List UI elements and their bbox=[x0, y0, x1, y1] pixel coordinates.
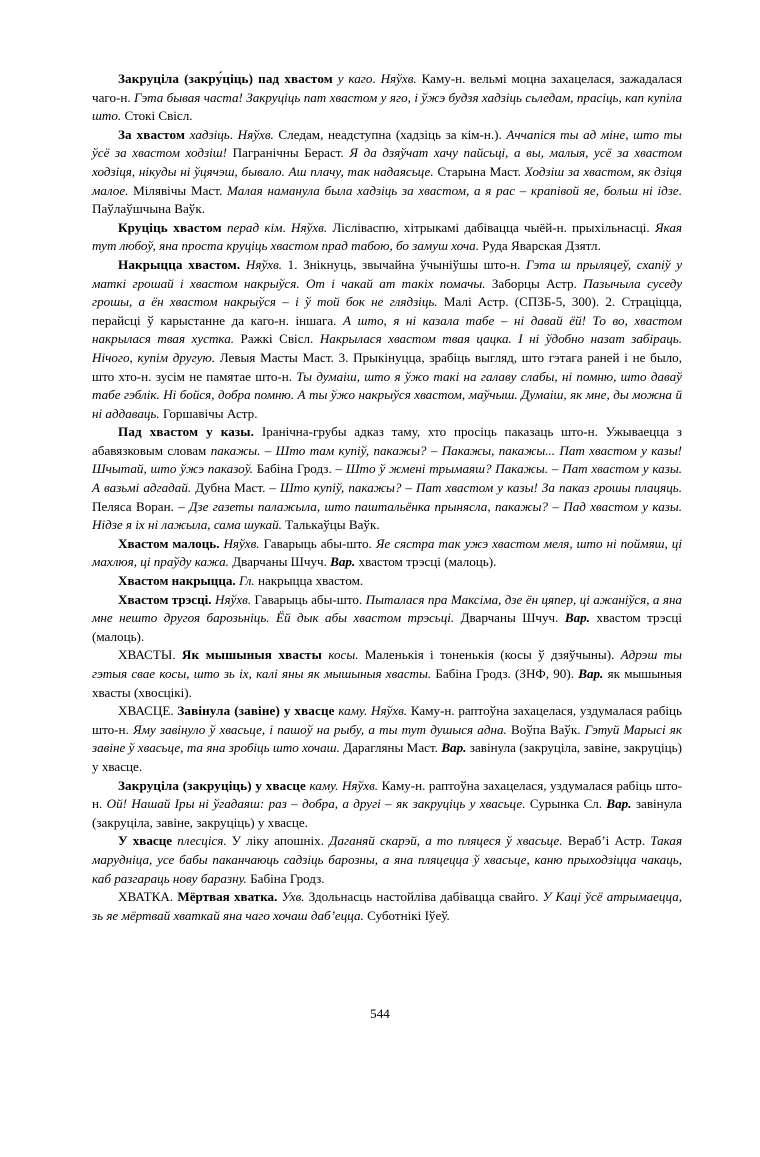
usage-label: Ухв. bbox=[281, 889, 305, 905]
headword: Хвастом накрыцца. bbox=[118, 573, 236, 589]
source: Талькаўцы Ваўк. bbox=[285, 517, 380, 533]
example: Яму завінуло ў хвасьце, і пашоў на рыбу, а ты тут душыся адна. bbox=[133, 721, 507, 737]
crossref-label: Гл. bbox=[238, 573, 255, 589]
variant-label: Вар. bbox=[330, 554, 356, 570]
grammar-note: косы. bbox=[328, 647, 359, 663]
grammar-note: каму. bbox=[338, 703, 368, 719]
usage-label: Няўхв. bbox=[290, 219, 328, 235]
definition: Каму-н. раптоўна захацелася, уздумалася рабіць што-н. bbox=[92, 777, 682, 812]
headword: Хвастом малоць. bbox=[118, 535, 220, 551]
example: А што, я ні казала табе – ні давай ёй! То во, хвастом накрылася твая хустка. bbox=[92, 312, 682, 347]
definition: Маленькія і тоненькія (косы ў дзяўчыны). bbox=[364, 647, 615, 663]
example: – Што там купіў, пакажы? – Пакажы, пакажы... Пат хвастом у казы! Шчытай, што ўжэ паказоў. bbox=[92, 442, 682, 477]
variant-label: Вар. bbox=[441, 740, 467, 756]
entry-hvasce-zavinula bbox=[92, 702, 682, 776]
entry-zakrucila-u-hvasce bbox=[92, 777, 682, 833]
example: У Каці ўсё атрымаецца, зь яе мёртвай хваткай яна чаго хочаш дабʼецца. bbox=[92, 889, 683, 923]
example: Аччапіся ты ад міне, што ты ўсё за хвастом ходзіш! bbox=[92, 126, 682, 161]
example: Ой! Нашай Іры ні ўгадаяш: раз – добра, а другі – як закруціць у хвасьце. bbox=[106, 796, 526, 812]
headword: Мёртвая хватка. bbox=[177, 889, 278, 905]
entry-za-hvastom: За хвастом хадзіць. Няўхв. Следам, неадступна (хадзіць за кім-н.). Аччапіся ты ад міне, што ты ўсё за хвастом ходзіш! Пагранічны Бераст. Я да дзяўчат хачу пайсьці, а вы, малыя, усё за хвастом ходзіця, нікуды ні ўцячэш, бывало. Аш плачу, так надаясьце. Старына Маст. Ходзіш за хвастом, як дзіця малое. Мілявічы Маст. Малая наманула была хадзіць за хвастом, а я рас – крапівой яе, больш ні ідзе. Паўлаўшчына Ваўк. bbox=[92, 126, 683, 217]
variant-label: Вар. bbox=[606, 796, 632, 812]
headword: Закруціла (закру́ціць) пад хвастом bbox=[118, 71, 333, 86]
example: Гэта бывая часта! Закруціць пат хвастом у яго, і ўжэ будзя хадзіць сьледам, прасіць, кап купіла што. bbox=[92, 89, 682, 124]
keyword: пакажы. bbox=[210, 442, 261, 458]
grammar-note: у каго bbox=[337, 71, 373, 86]
variant: завінула (закруціла, завіне, закруціць) у хвасце. bbox=[92, 796, 682, 830]
lemma: ХВАТКА. bbox=[118, 889, 174, 905]
example: Даганяй скарэй, а то пляцеся ў хвасьце. bbox=[329, 833, 563, 849]
source: Стокі Свісл. bbox=[124, 108, 193, 124]
headword: Накрыцца хвастом. bbox=[118, 256, 241, 272]
lemma: ХВАСТЫ. bbox=[118, 647, 176, 663]
grammar-note: каму. bbox=[309, 777, 339, 793]
definition: Страціцца, перайсці ў карыстанне да каго-н. іншага. bbox=[92, 294, 683, 328]
crossref-target: накрыцца хвастом. bbox=[257, 573, 364, 589]
example: – Дзе газеты палажыла, што паштальёнка прынясла, пакажы? – Пад хвастом у казы. Нідзе я іх ні лажыла, сама шукай. bbox=[92, 498, 682, 533]
source: Бабіна Гродз. bbox=[250, 870, 325, 886]
entry-zakrucila-pad-hvastom: Закруціла (закру́ціць) пад хвастом у каго. Няўхв. Каму-н. вельмі моцна захацелася, зажадалася чаго-н. Гэта бывая часта! Закруціць пат хвастом у яго, і ўжэ будзя хадзіць сьледам, прасіць, кап купіла што. Стокі Свісл. bbox=[92, 71, 682, 124]
example: Пыталася пра Максіма, дзе ён цяпер, ці ажаніўся, а яна мне нешто другоя барозьніць. Ёй дык абы хвастом трэсьці. bbox=[92, 591, 682, 626]
source: Дварчаны Шчуч. bbox=[460, 610, 559, 626]
variant: хвастом трэсці (малоць). bbox=[92, 610, 682, 644]
entry-hvasty bbox=[92, 646, 682, 702]
variant: хвастом трэсці (малоць). bbox=[358, 554, 497, 570]
variant-label: Вар. bbox=[564, 610, 590, 626]
source: Ражкі Свісл. bbox=[240, 331, 314, 347]
source: Верабʼі Астр. bbox=[567, 833, 646, 849]
headword: Пад хвастом у казы. bbox=[118, 424, 255, 440]
source: Дарагляны Маст. bbox=[343, 740, 438, 756]
text-column bbox=[92, 70, 682, 925]
definition: Следам, неадступна (хадзіць за кім-н.). bbox=[278, 126, 502, 142]
usage-label: Няўхв. bbox=[223, 535, 260, 551]
source: Дубна Маст. bbox=[195, 480, 266, 496]
source: Сурынка Сл. bbox=[529, 796, 603, 812]
definition: Гаварыць абы-што. bbox=[263, 535, 372, 551]
example: Якая тут любоў, яна проста круціць хвастом прад табою, бо замуш хоча. bbox=[92, 219, 682, 254]
entry-hvastom-nakrycca bbox=[92, 572, 682, 591]
example: – Што купіў, пакажы? – Пат хвастом у казы! За паказ грошы плацяць. bbox=[269, 480, 682, 496]
definition: Лісліваспю, хітрыкамі дабівацца чыёй-н. прыхільнасці. bbox=[332, 219, 650, 235]
definition: Каму-н. раптоўна захацелася, уздумалася рабіць што-н. bbox=[92, 703, 682, 737]
variant: завінула (закруціла, завіне, закруціць) у хвасце. bbox=[92, 740, 682, 774]
example: Малая наманула была хадзіць за хвастом, а я рас – крапівой яе, больш ні ідзе. bbox=[226, 182, 682, 198]
definition: Гаварыць абы-што. bbox=[254, 591, 363, 607]
definition: Іранічна-грубы адказ таму, хто просіць паказаць што-н. Ужываецца з абавязковым словам bbox=[92, 424, 682, 458]
usage-label: Няўхв. bbox=[214, 591, 252, 607]
source: Заборцы Астр. bbox=[491, 275, 577, 291]
definition: Прыкінуцца, зрабіць выгляд, што гэтага раней і не было, што хто-н. зусім не памятае што-н. bbox=[92, 349, 682, 384]
source: Бабіна Гродз. bbox=[256, 461, 332, 477]
headword: Завінула (завіне) у хвасце bbox=[177, 703, 335, 719]
source: Воўпа Ваўк. bbox=[510, 721, 581, 737]
entry-nakrycca-hvastom bbox=[92, 256, 682, 423]
example: Адрэш ты гэтыя свае косы, што зь іх, калі яны як мышыныя хвасты. bbox=[92, 647, 682, 681]
entry-krucic-hvastom: Круціць хвастом перад кім. Няўхв. Лісліваспю, хітрыкамі дабівацца чыёй-н. прыхільнасці. Якая тут любоў, яна проста круціць хвастом прад табою, бо замуш хоча. Руда Яварская Дзятл. bbox=[92, 219, 682, 254]
entry-pad-hvastom-u-kazy bbox=[92, 423, 682, 535]
source: Пеляса Воран. bbox=[92, 498, 174, 514]
source: Дварчаны Шчуч. bbox=[232, 554, 327, 570]
example: Яе сястра так ужэ хвастом меля, што ні поймяш, ці махлюя, ці праўду кажа. bbox=[92, 535, 682, 570]
definition: Здольнасць настойліва дабівацца свайго. bbox=[308, 889, 539, 905]
entry-u-hvasce-plescisia bbox=[92, 832, 682, 888]
headword: Хвастом трэсці. bbox=[118, 591, 212, 607]
source: Малі Астр. (СПЗБ-5, 300). bbox=[443, 294, 600, 310]
example: Гэта ш прыляцеў, схапіў у маткі грошай і хвастом накрыўся. От і чакай ат такіх помачы. bbox=[92, 256, 683, 291]
definition: У ліку апошніх. bbox=[231, 833, 324, 849]
definition: Каму-н. вельмі моцна захацелася, зажадалася чаго-н. bbox=[92, 71, 682, 105]
usage-label: Няўхв. bbox=[237, 126, 274, 142]
grammar-note: хадзіць bbox=[189, 126, 230, 142]
source: Руда Яварская Дзятл. bbox=[482, 238, 601, 254]
source: Старына Маст. bbox=[437, 163, 521, 179]
grammar-note: плесціся. bbox=[177, 833, 227, 849]
headword: Як мышыныя хвасты bbox=[181, 647, 323, 663]
source: Бабіна Гродз. (ЗНФ, 90). bbox=[435, 666, 574, 681]
headword: За хвастом bbox=[118, 126, 186, 142]
source: Пагранічны Бераст. bbox=[232, 145, 344, 161]
source: Горшавічы Астр. bbox=[162, 405, 258, 421]
headword: Закруціла (закруціць) у хвасце bbox=[118, 777, 306, 793]
example: Накрылася хвастом твая цацка. І ні ўдобно назат забіраць. Нічого, купім другую. bbox=[92, 331, 683, 365]
headword: У хвасце bbox=[118, 833, 173, 849]
lemma: ХВАСЦЕ. bbox=[118, 703, 174, 719]
usage-label: Няўхв. bbox=[371, 703, 408, 719]
example: Гэтуй Марысі як завіне ў хвасьце, та яна зробіць што хочаш. bbox=[92, 721, 682, 756]
source: Суботнікі Іўеў. bbox=[367, 907, 450, 923]
usage-label: Няўхв. bbox=[380, 71, 417, 86]
example: Такая марудніца, усе бабы паканчаюць садзіць барозны, а яна пляцецца ў хвасьце, каню прыходзіцца чакаць, каб разгараць нову баразну. bbox=[92, 833, 683, 886]
usage-label: Няўхв. bbox=[341, 777, 379, 793]
example: Я да дзяўчат хачу пайсьці, а вы, малыя, усё за хвастом ходзіця, нікуды ні ўцячэш, бывало. Аш плачу, так надаясьце. bbox=[92, 145, 682, 179]
definition: Знікнуць, звычайна ўчыніўшы што-н. bbox=[303, 256, 521, 272]
grammar-note: перад кім bbox=[227, 219, 283, 235]
entry-hvastom-tresci bbox=[92, 591, 682, 647]
entry-hvastom-malocz bbox=[92, 535, 682, 572]
source: Мілявічы Маст. bbox=[133, 182, 223, 198]
page-number: 544 bbox=[370, 1006, 390, 1021]
sense-number: 1. bbox=[287, 256, 298, 272]
variant-label: Вар. bbox=[578, 666, 604, 681]
example: Ходзіш за хвастом, як дзіця малое. bbox=[92, 163, 683, 198]
example: – Што ў жмені трымаяш? Пакажы. – Пат хвастом у казы. А вазьмі адгадай. bbox=[92, 461, 682, 496]
entry-hvatka-miortvaja bbox=[92, 888, 682, 925]
example: Ты думаіш, што я ўжо такі на галаву слабы, ні помню, што даваў табе гэблік. Ні бойся, добра помню. А ты ўжо накрыўся хвастом, маўчыш. Думаіш, як мне, ды можна й ні аддаваць. bbox=[92, 368, 682, 421]
usage-label: Няўхв. bbox=[245, 256, 283, 272]
example: Пазычыла суседу грошы, а ён хвастом накрыўся – і ў той бок не глядзіць. bbox=[92, 275, 682, 310]
headword: Круціць хвастом bbox=[118, 219, 222, 235]
variant: як мышыныя хвасты (хвосцікі). bbox=[92, 666, 682, 700]
source: Паўлаўшчына Ваўк. bbox=[92, 201, 205, 217]
sense-number: 3. bbox=[338, 349, 349, 365]
source: Левыя Масты Маст. bbox=[219, 349, 334, 365]
sense-number: 2. bbox=[605, 294, 616, 310]
